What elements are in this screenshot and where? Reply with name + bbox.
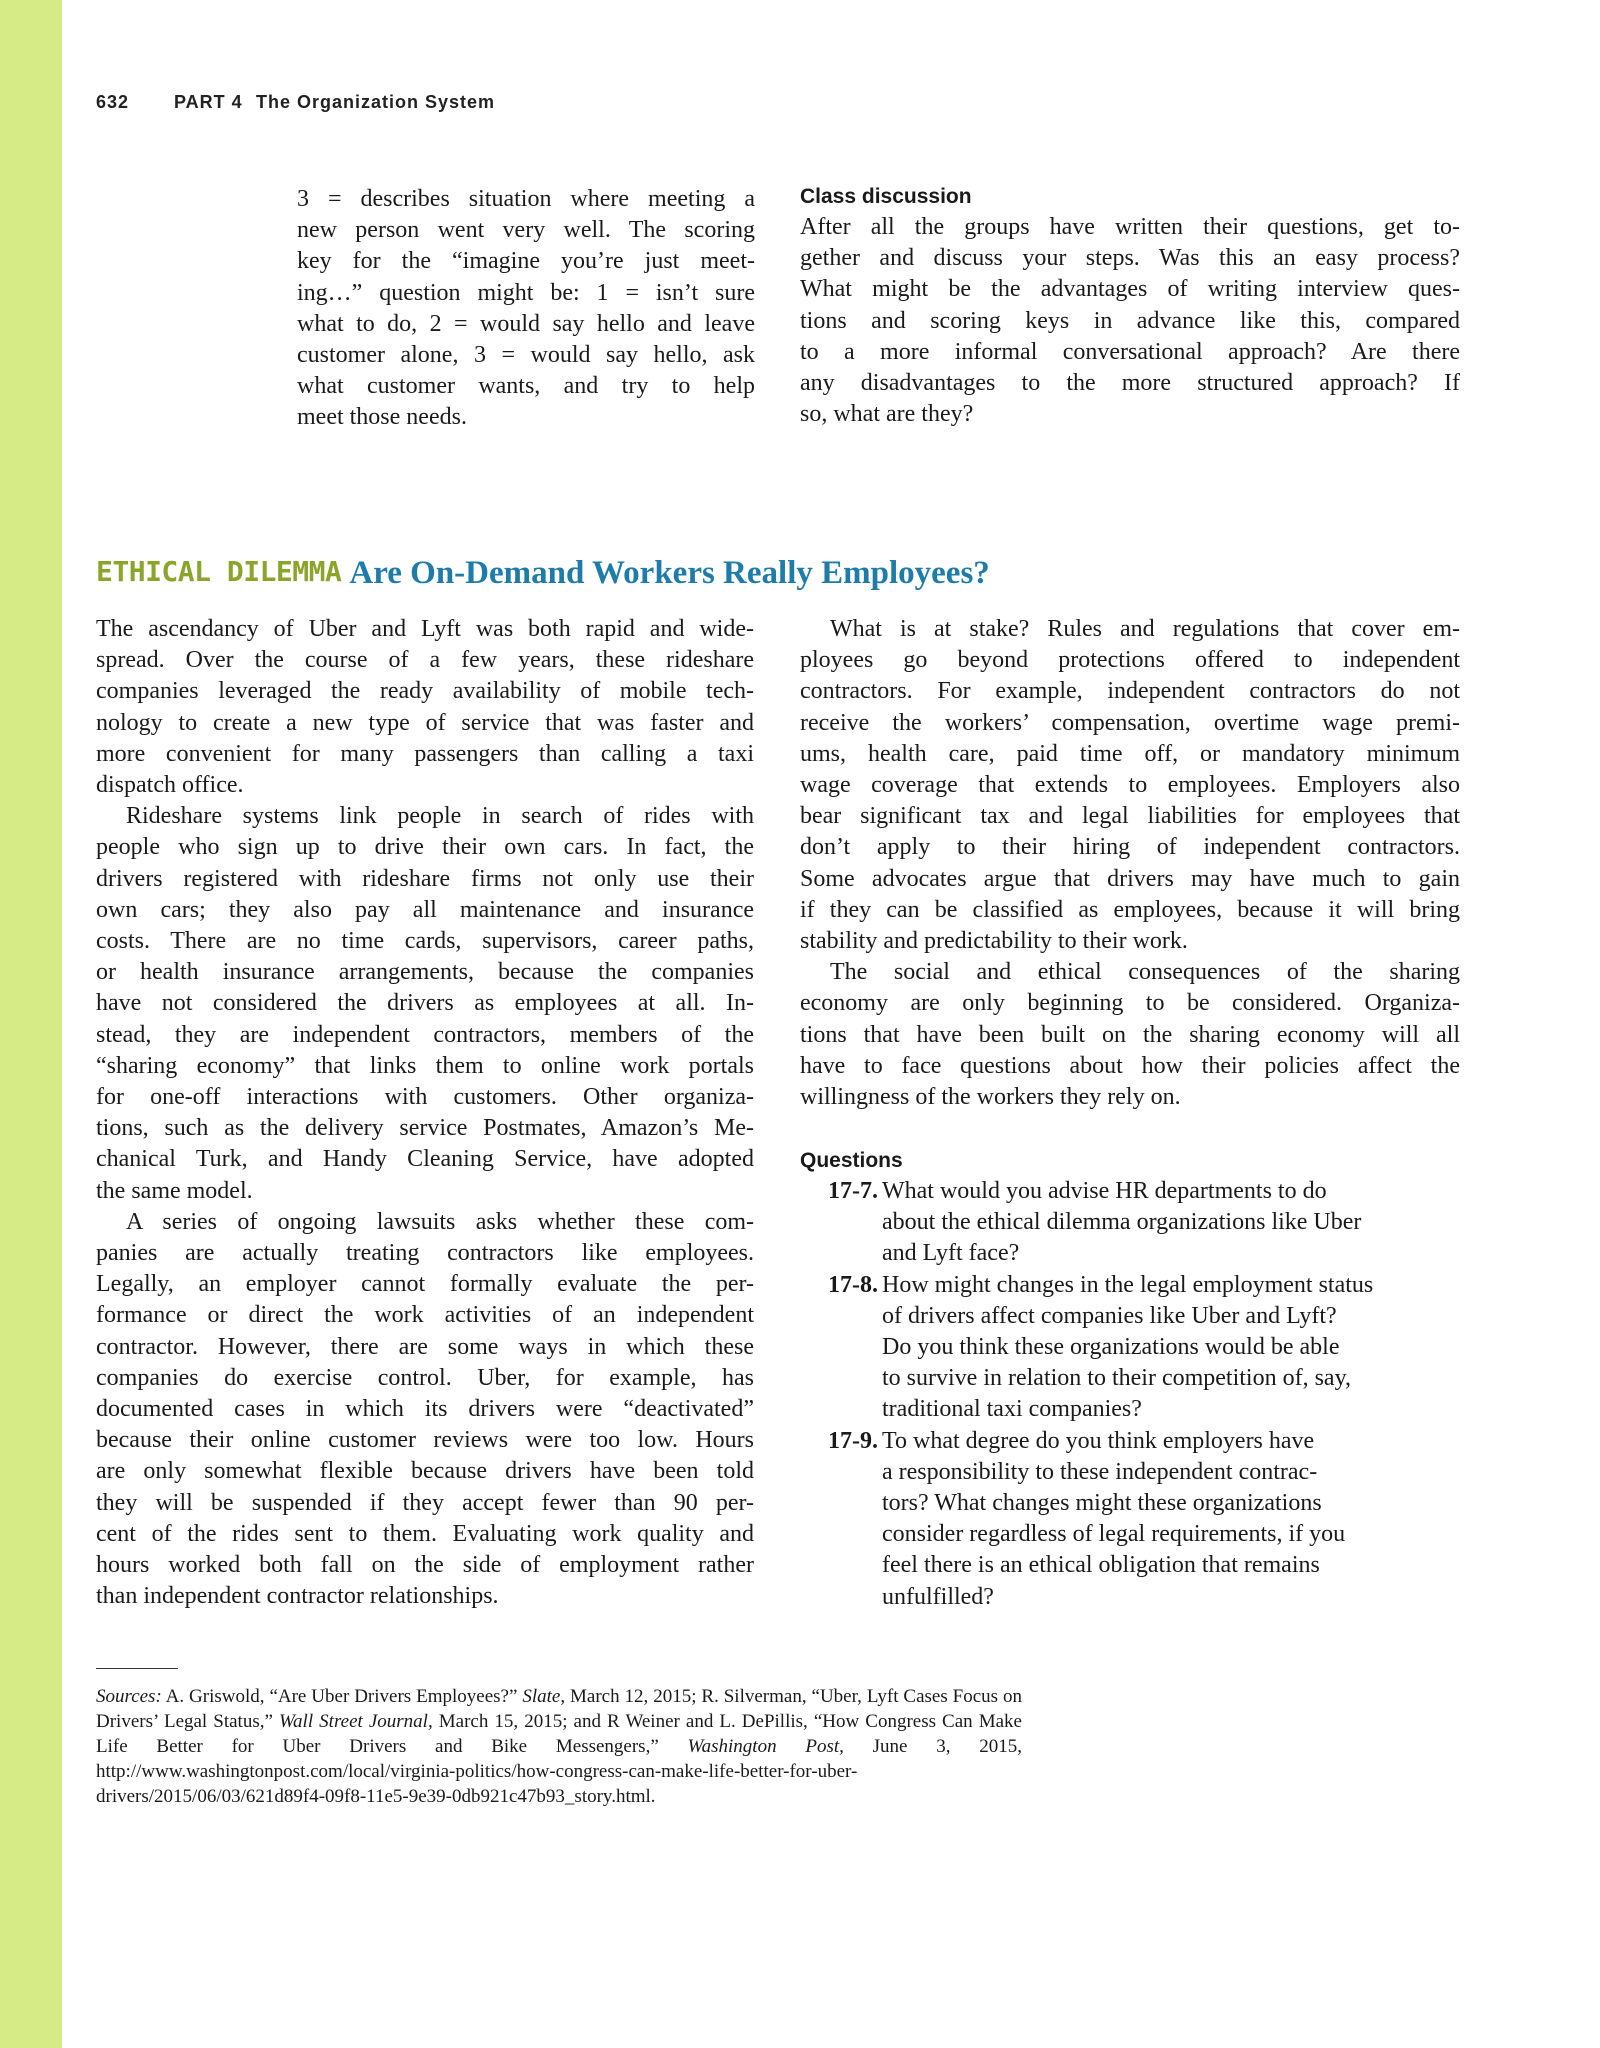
text-line: How might changes in the legal employment status — [882, 1271, 1374, 1298]
text-line: The social and ethical consequences of the sharing — [830, 959, 1460, 986]
class-discussion-heading: Class discussion — [800, 185, 972, 208]
part-label: PART 4 — [174, 92, 243, 112]
sources-url-text: June 3, 2015, http://www.washingtonpost.com/local/virginia-politics/how-congress-can-make-life-better-for-uber-drivers/2015/06/03/621d89f4-09f8-11e5-9e39-0db921c47b93_story.html. — [96, 1736, 1023, 1807]
text-line: because their online customer reviews were too low. Hours — [96, 1427, 754, 1454]
text-line: nology to create a new type of service that was faster and — [96, 709, 754, 736]
text-line: formance or direct the work activities of an independent — [96, 1302, 754, 1329]
text-line: stability and predictability to their work. — [800, 928, 1188, 955]
text-line: people who sign up to drive their own cars. In fact, the — [96, 834, 754, 861]
text-line: key for the “imagine you’re just meet- — [297, 248, 755, 275]
text-line: meet those needs. — [297, 404, 467, 431]
question-17-7 — [800, 1176, 1460, 1270]
text-line: what to do, 2 = would say hello and leave — [297, 310, 755, 337]
text-line: new person went very well. The scoring — [297, 217, 755, 244]
text-line: have not considered the drivers as employees at all. In- — [96, 990, 754, 1017]
text-line: of drivers affect companies like Uber and Lyft? — [882, 1302, 1337, 1329]
text-line: they will be suspended if they accept fewer than 90 per- — [96, 1489, 754, 1516]
text-line: and Lyft face? — [882, 1240, 1020, 1267]
text-line: chanical Turk, and Handy Cleaning Service, have adopted — [96, 1146, 754, 1173]
text-line: the same model. — [96, 1177, 253, 1204]
text-line: gether and discuss your steps. Was this an easy process? — [800, 245, 1460, 272]
sources-text: A. Griswold, “Are Uber Drivers Employees?” — [161, 1686, 523, 1707]
text-line: for one-off interactions with customers. Other organiza- — [96, 1084, 754, 1111]
page-margin-stripe — [0, 0, 62, 2048]
text-line: What is at stake? Rules and regulations that cover em- — [830, 616, 1460, 642]
text-line: Some advocates argue that drivers may have much to gain — [800, 865, 1460, 892]
text-line: unfulfilled? — [882, 1583, 994, 1610]
paragraph-2 — [96, 801, 754, 1207]
text-line: hours worked both fall on the side of employment rather — [96, 1552, 754, 1579]
paragraph-3 — [96, 1207, 754, 1613]
text-line: ing…” question might be: 1 = isn’t sure — [297, 279, 755, 306]
text-line: A series of ongoing lawsuits asks whether these com- — [126, 1208, 754, 1235]
text-line: to survive in relation to their competition of, say, — [882, 1365, 1352, 1392]
text-line: stead, they are independent contractors, members of the — [96, 1021, 754, 1048]
paragraph-consequences — [800, 957, 1460, 1113]
running-header — [96, 92, 495, 116]
text-line: To what degree do you think employers have — [882, 1427, 1315, 1454]
text-line: companies leveraged the ready availability of mobile tech- — [96, 678, 754, 705]
text-line: tors? What changes might these organizations — [882, 1490, 1322, 1517]
text-line: than independent contractor relationships. — [96, 1583, 499, 1610]
ethical-dilemma-label: ETHICAL DILEMMA — [96, 555, 342, 588]
question-17-8 — [800, 1270, 1460, 1426]
text-line: receive the workers’ compensation, overtime wage premi- — [800, 709, 1460, 736]
text-line: so, what are they? — [800, 401, 974, 428]
text-line: own cars; they also pay all maintenance and insurance — [96, 896, 754, 923]
ethical-dilemma-title — [96, 555, 990, 592]
text-line: feel there is an ethical obligation that remains — [882, 1552, 1320, 1579]
ethical-dilemma-heading: Are On-Demand Workers Really Employees? — [349, 555, 990, 591]
text-line: What might be the advantages of writing interview ques- — [800, 276, 1460, 303]
text-line: or health insurance arrangements, because the companies — [96, 959, 754, 986]
text-line: if they can be classified as employees, because it will bring — [800, 896, 1460, 923]
text-line: tions and scoring keys in advance like this, compared — [800, 307, 1460, 334]
question-17-9 — [800, 1426, 1460, 1613]
question-number: 17-7. — [828, 1178, 878, 1204]
text-line: After all the groups have written their questions, get to- — [800, 214, 1460, 240]
text-line: 3 = describes situation where meeting a — [297, 186, 755, 212]
paragraph-stakes — [800, 614, 1460, 957]
text-line: traditional taxi companies? — [882, 1396, 1142, 1423]
questions-heading: Questions — [800, 1149, 903, 1172]
text-line: companies do exercise control. Uber, for example, has — [96, 1364, 754, 1391]
text-line: any disadvantages to the more structured approach? If — [800, 370, 1460, 397]
text-line: are only somewhat flexible because drivers have been told — [96, 1458, 754, 1485]
text-line: ployees go beyond protections offered to independent — [800, 647, 1460, 674]
text-line: contractors. For example, independent contractors do not — [800, 678, 1460, 705]
text-line: bear significant tax and legal liabilities for employees that — [800, 803, 1460, 830]
text-line: tions, such as the delivery service Postmates, Amazon’s Me- — [96, 1115, 754, 1142]
question-number: 17-9. — [828, 1427, 878, 1454]
text-line: panies are actually treating contractors like employees. — [96, 1240, 754, 1267]
publication-name: Washington Post, — [687, 1736, 844, 1757]
text-line: have to face questions about how their policies affect the — [800, 1052, 1460, 1079]
text-line: wage coverage that extends to employees. Employers also — [800, 772, 1460, 799]
text-line: cent of the rides sent to them. Evaluating work quality and — [96, 1520, 754, 1547]
text-line: economy are only beginning to be considered. Organiza- — [800, 990, 1460, 1017]
text-line: more convenient for many passengers than calling a taxi — [96, 740, 754, 767]
publication-name: Wall Street Journal, — [278, 1711, 433, 1732]
text-line: consider regardless of legal requirements, if you — [882, 1521, 1346, 1548]
text-line: spread. Over the course of a few years, these rideshare — [96, 647, 754, 674]
sources-text: March 12, 2015; R. Silverman, “Uber, Lyft Cases Focus on Drivers’ Legal Status,” — [96, 1686, 1022, 1732]
page-number: 632 — [96, 92, 130, 112]
text-line: “sharing economy” that links them to online work portals — [96, 1052, 754, 1079]
text-line: don’t apply to their hiring of independent contractors. — [800, 834, 1460, 861]
right-column — [800, 614, 1460, 1113]
text-line: ums, health care, paid time off, or mandatory minimum — [800, 740, 1460, 767]
text-line: to a more informal conversational approach? Are there — [800, 338, 1460, 365]
text-line: about the ethical dilemma organizations like Uber — [882, 1209, 1362, 1236]
text-line: drivers registered with rideshare firms not only use their — [96, 865, 754, 892]
text-line: Do you think these organizations would be able — [882, 1334, 1340, 1361]
text-line: dispatch office. — [96, 772, 244, 799]
footnote-divider — [96, 1668, 178, 1669]
text-line: Rideshare systems link people in search of rides with — [126, 803, 754, 830]
text-line: what customer wants, and try to help — [297, 373, 755, 400]
sources-label: Sources: — [96, 1686, 162, 1707]
text-line: Legally, an employer cannot formally evaluate the per- — [96, 1271, 754, 1298]
class-discussion-section — [800, 182, 1460, 430]
publication-name: Slate, — [522, 1686, 566, 1707]
text-line: costs. There are no time cards, supervisors, career paths, — [96, 928, 754, 955]
text-line: What would you advise HR departments to do — [882, 1178, 1327, 1204]
paragraph-1 — [96, 614, 754, 801]
text-line: tions that have been built on the sharing economy will all — [800, 1021, 1460, 1048]
sources-text: March 15, 2015; and R Weiner and L. DePillis, “How Congress Can Make Life Better for Uber Drivers and Bike Messengers,” — [96, 1711, 1022, 1757]
text-line: The ascendancy of Uber and Lyft was both rapid and wide- — [96, 616, 754, 642]
text-line: a responsibility to these independent contrac- — [882, 1458, 1318, 1485]
text-line: contractor. However, there are some ways in which these — [96, 1333, 754, 1360]
text-line: willingness of the workers they rely on. — [800, 1084, 1181, 1111]
left-column — [96, 614, 754, 1613]
question-number: 17-8. — [828, 1271, 878, 1298]
text-line: customer alone, 3 = would say hello, ask — [297, 342, 755, 369]
text-line: documented cases in which its drivers were “deactivated” — [96, 1396, 754, 1423]
scoring-key-continuation — [297, 184, 755, 434]
questions-section — [800, 1146, 1460, 1613]
sources-footnote — [96, 1684, 1022, 1809]
section-title: The Organization System — [256, 92, 496, 112]
